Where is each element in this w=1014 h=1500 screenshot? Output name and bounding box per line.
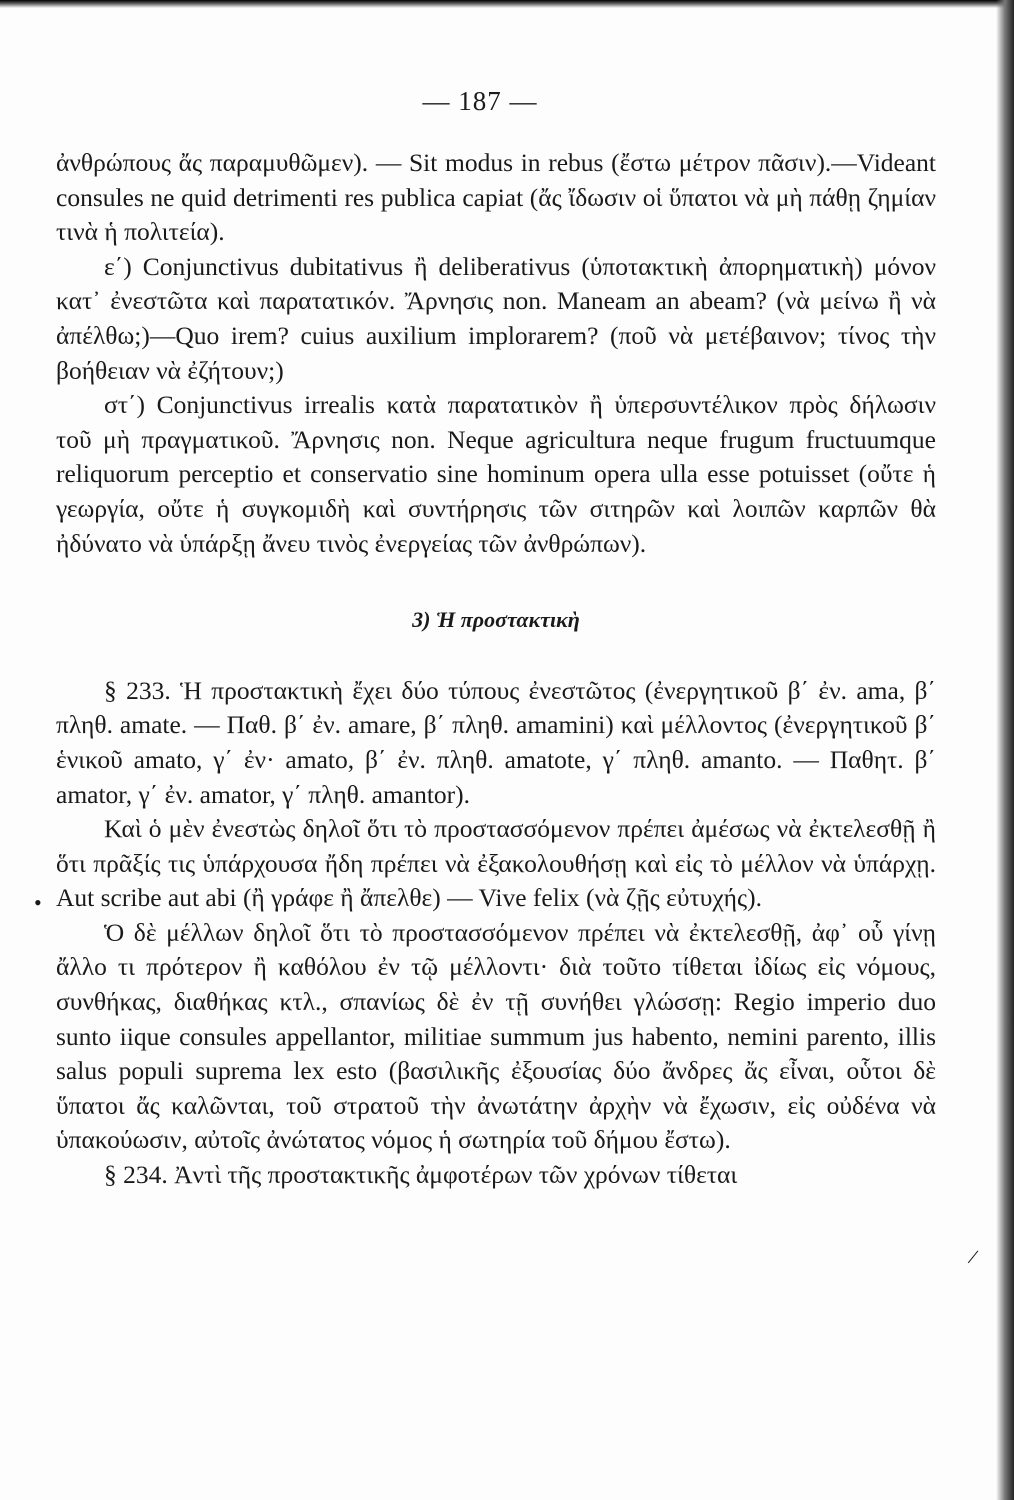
- margin-tick-mark: /: [966, 1243, 981, 1270]
- paragraph-section-233: § 233. Ἡ προστακτικὴ ἔχει δύο τύπους ἐνεστῶτος (ἐνεργητικοῦ β΄ ἐν. ama, β΄ πληθ. amate. — Παθ. β΄ ἐν. amare, β΄ πληθ. amamini) καὶ μέλλοντος (ἐνεργητικοῦ β΄ ἑνικοῦ amato, γ΄ ἐν· amato, β΄ ἐν. πληθ. amatote, γ΄ πληθ. amanto. — Παθητ. β΄ amator, γ΄ ἐν. amator, γ΄ πληθ. amantor).: [56, 675, 936, 809]
- paragraph-conjunctivus-dubitativus: ε΄) Conjunctivus dubitativus ἢ deliberativus (ὑποτακτικὴ ἀπορηματικὴ) μόνον κατ᾽ ἐνεστῶτα καὶ παρατατικόν. Ἄρνησις non. Maneam an abeam? (νὰ μείνω ἢ νὰ ἀπέλθω;)—Quo irem? cuius auxilium implorarem? (ποῦ νὰ μετέβαινον; τίνος τὴν βοήθειαν νὰ ἐζήτουν;): [56, 251, 936, 385]
- scan-edge-right: [996, 0, 1014, 1500]
- margin-dot-mark: •: [34, 890, 42, 915]
- paragraph-conjunctivus-irrealis: στ΄) Conjunctivus irrealis κατὰ παρατατικὸν ἢ ὑπερσυντέλικον πρὸς δήλωσιν τοῦ μὴ πραγματικοῦ. Ἄρνησις non. Neque agricultura neque frugum fructuumque reliquorum perceptio et conservatio sine hominum opera ulla esse potuisset (οὔτε ἡ γεωργία, οὔτε ἡ συγκομιδὴ καὶ συντήρησις τῶν σιτηρῶν καὶ λοιπῶν καρπῶν θὰ ἠδύνατο νὰ ὑπάρξῃ ἄνευ τινὸς ἐνεργείας τῶν ἀνθρώπων).: [56, 390, 936, 558]
- section-heading: 3) Ἡ προστακτικὴ: [412, 607, 580, 633]
- scan-edge-top: [0, 0, 1014, 8]
- paragraph-section-234: § 234. Ἀντὶ τῆς προστακτικῆς ἀμφοτέρων τῶν χρόνων τίθεται: [104, 1160, 738, 1190]
- paragraph-future-imperative: Ὁ δὲ μέλλων δηλοῖ ὅτι τὸ προστασσόμενον πρέπει νὰ ἐκτελεσθῇ, ἀφ᾽ οὗ γίνῃ ἄλλο τι πρότερον ἢ καθόλου ἐν τῷ μέλλοντι· διὰ τοῦτο τίθεται ἰδίως εἰς νόμους, συνθήκας, διαθήκας κτλ., σπανίως δὲ ἐν τῇ συνήθει γλώσσῃ: Regio imperio duo sunto iique consules appellantor, militiae summum jus habento, nemini parento, illis salus populi suprema lex esto (βασιλικῆς ἐξουσίας δύο ἄνδρες ἄς εἶναι, οὗτοι δὲ ὕπατοι ἄς καλῶνται, τοῦ στρατοῦ τὴν ἀνωτάτην ἀρχὴν νὰ ἔχωσιν, εἰς οὐδένα νὰ ὑπακούωσιν, αὐτοῖς ἀνώτατος νόμος ἡ σωτηρία τοῦ δήμου ἔστω).: [56, 917, 936, 1155]
- paragraph-continuation: ἀνθρώπους ἄς παραμυθῶμεν). — Sit modus in rebus (ἔστω μέτρον πᾶσιν).—Videant consules ne quid detrimenti res publica capiat (ἄς ἴδωσιν οἱ ὕπατοι νὰ μὴ πάθῃ ζημίαν τινὰ ἡ πολιτεία).: [56, 148, 936, 247]
- paragraph-present-imperative: Καὶ ὁ μὲν ἐνεστὼς δηλοῖ ὅτι τὸ προστασσόμενον πρέπει ἀμέσως νὰ ἐκτελεσθῇ ἢ ὅτι πρᾶξίς τις ὑπάρχουσα ἤδη πρέπει νὰ ἐξακολουθήσῃ καὶ εἰς τὸ μέλλον νὰ ὑπάρχῃ. Aut scribe aut abi (ἢ γράφε ἢ ἄπελθε) — Vive felix (νὰ ζῇς εὐτυχής).: [56, 814, 936, 913]
- page-number: — 187 —: [422, 86, 538, 116]
- body-text: [56, 146, 936, 1193]
